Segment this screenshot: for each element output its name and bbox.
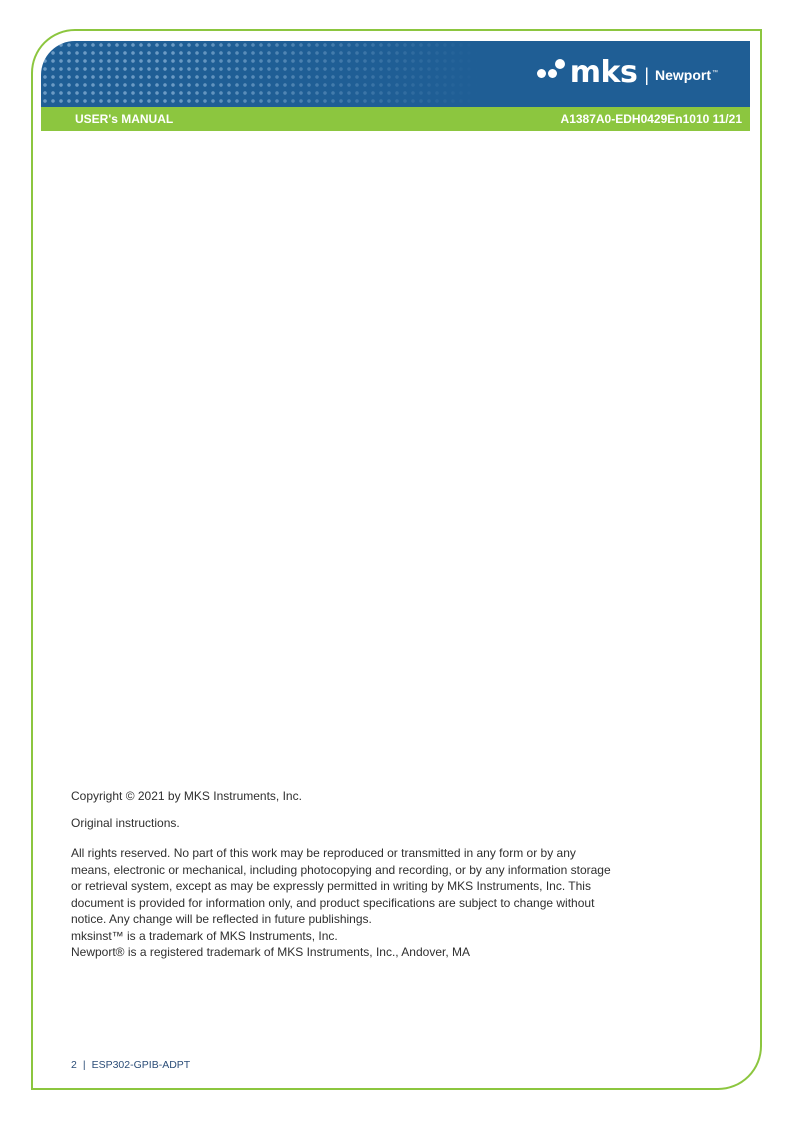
rights-line: or retrieval system, except as may be expressly permitted in writing by MKS Instruments, Inc. This	[71, 879, 591, 893]
rights-paragraph	[71, 845, 691, 961]
trademark-newport: Newport® is a registered trademark of MKS Instruments, Inc., Andover, MA	[71, 945, 470, 959]
footer-separator: |	[82, 1059, 86, 1071]
rights-line: All rights reserved. No part of this work may be reproduced or transmitted in any form or by any	[71, 846, 576, 860]
logo-trademark: ™	[712, 70, 718, 76]
product-name: ESP302-GPIB-ADPT	[91, 1059, 191, 1071]
rights-line: document is provided for information only, and product specifications are subject to change without	[71, 895, 595, 910]
original-instructions: Original instructions.	[71, 815, 180, 830]
header-band	[41, 41, 750, 107]
trademark-mksinst: mksinst™ is a trademark of MKS Instruments, Inc.	[71, 928, 338, 943]
rights-line: notice. Any change will be reflected in future publishings.	[71, 912, 372, 926]
page-number: 2	[71, 1059, 77, 1071]
rights-line: means, electronic or mechanical, including photocopying and recording, or by any information storage	[71, 862, 611, 877]
logo-sub-brand: Newport	[655, 67, 711, 83]
mks-newport-logo	[537, 53, 718, 93]
legal-notice	[71, 788, 691, 961]
dot-pattern	[41, 41, 481, 107]
document-code: A1387A0-EDH0429En1010 11/21	[560, 112, 742, 126]
title-bar	[41, 107, 750, 131]
copyright-line: Copyright © 2021 by MKS Instruments, Inc.	[71, 789, 302, 803]
manual-label: USER's MANUAL	[75, 112, 174, 126]
logo-brand: mks	[569, 55, 638, 90]
logo-separator: |	[644, 64, 649, 85]
page-footer	[71, 1059, 190, 1071]
logo-dots-icon	[537, 68, 567, 78]
